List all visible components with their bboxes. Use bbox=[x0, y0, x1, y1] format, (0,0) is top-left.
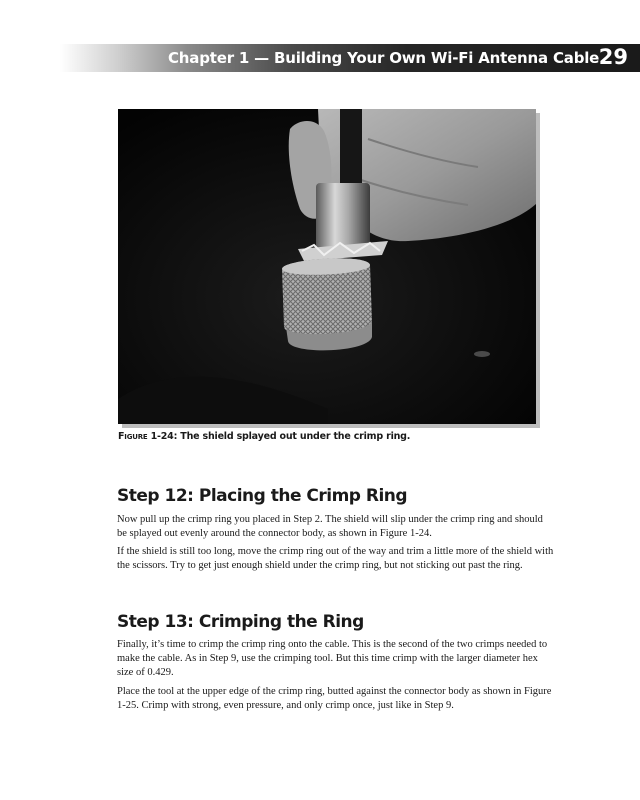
chapter-title: Chapter 1 — Building Your Own Wi-Fi Antenna Cable bbox=[168, 49, 600, 67]
section-heading-step-12: Step 12: Placing the Crimp Ring bbox=[117, 486, 408, 506]
body-paragraph: If the shield is still too long, move the crimp ring out of the way and trim a little more of the shield with the scissors. Try to get just enough shield under the crimp ring, but not sticking out past the ring. bbox=[117, 546, 554, 571]
section-heading-step-13: Step 13: Crimping the Ring bbox=[117, 612, 364, 632]
body-paragraph: Place the tool at the upper edge of the crimp ring, butted against the connector body as shown in Figure 1-25. Crimp with strong, even pressure, and only crimp once, just like in Step 9. bbox=[117, 686, 552, 711]
body-paragraph: Now pull up the crimp ring you placed in Step 2. The shield will slip under the crimp ring and should be splayed out evenly around the connector body, as shown in Figure 1-24. bbox=[117, 514, 543, 539]
body-paragraph: Finally, it’s time to crimp the crimp ring onto the cable. This is the second of the two crimps needed to make the cable. As in Step 9, use the crimping tool. But this time crimp with the larger diameter hex size of 0.429. bbox=[117, 639, 548, 678]
connector-body bbox=[316, 183, 370, 249]
figure-caption bbox=[118, 431, 410, 442]
figure-caption-text: The shield splayed out under the crimp ring. bbox=[177, 431, 411, 442]
page-number: 29 bbox=[598, 45, 628, 69]
figure-label: Figure 1-24: bbox=[118, 431, 178, 442]
cable-shape bbox=[340, 109, 362, 189]
figure-photo bbox=[118, 109, 536, 424]
